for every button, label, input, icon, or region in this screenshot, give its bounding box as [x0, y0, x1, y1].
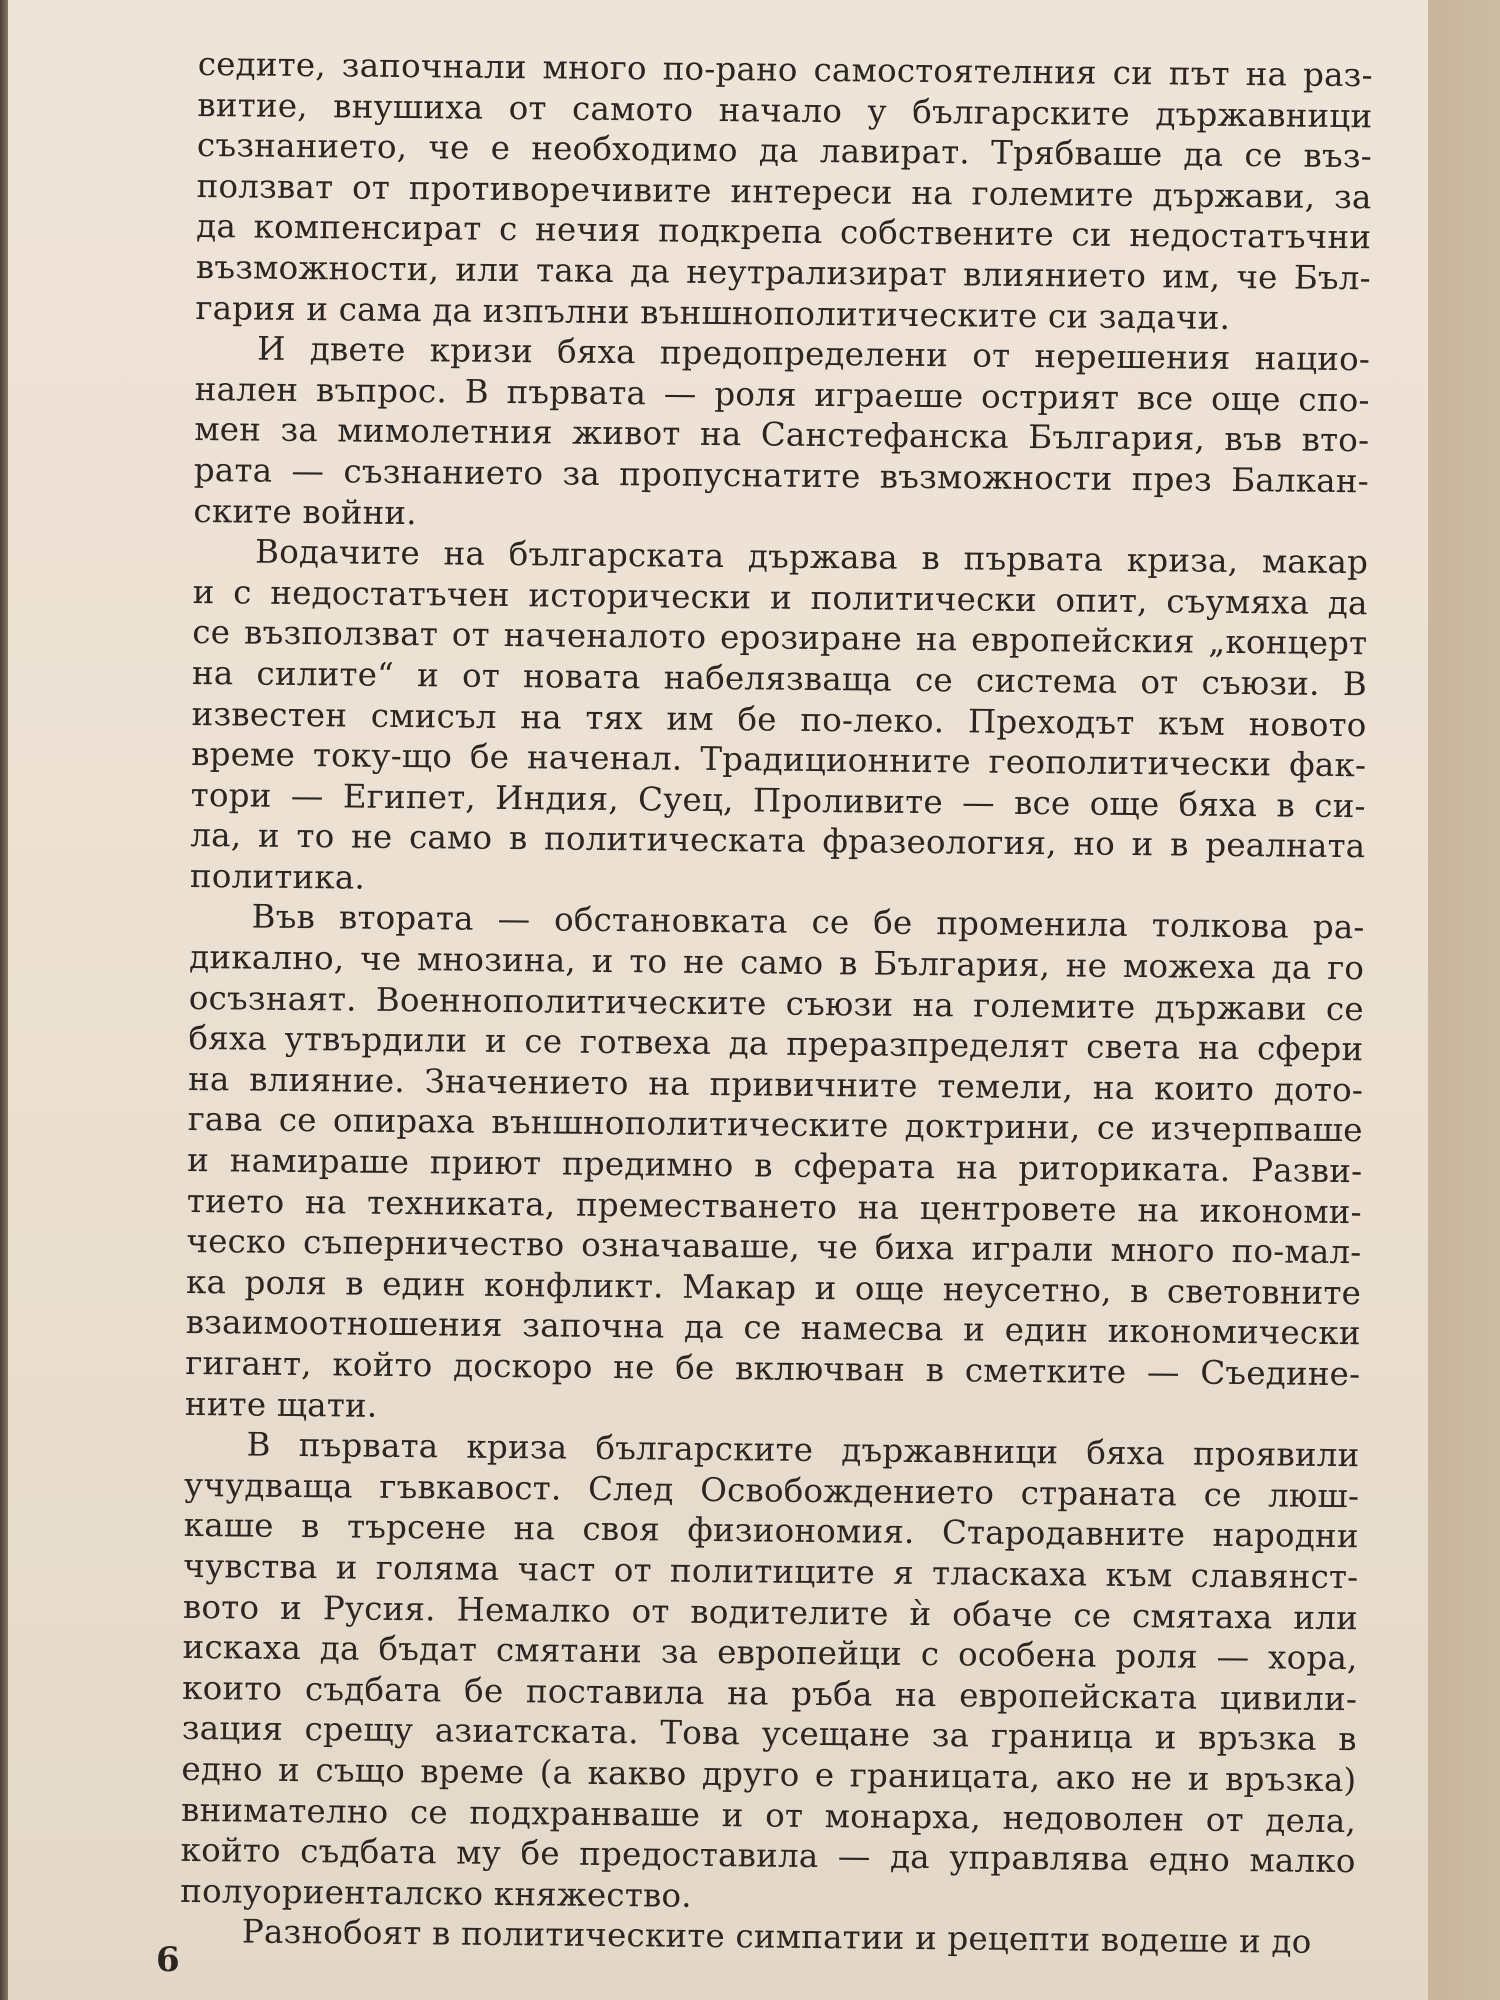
text-line: Разнобоят в политическите симпатии и рецепти водеше и до: [241, 1912, 1312, 1962]
text-line: Във втората — обстановката се бе променила толкова ра-: [251, 898, 1365, 947]
text-line: известен смисъл на тях им бе по-леко. Преходът към новото: [191, 694, 1367, 744]
text-line: на силите“ и от новата набелязваща се система от съюзи. В: [191, 653, 1368, 704]
text-line: тието на техниката, преместването на центровете на икономи-: [186, 1181, 1363, 1231]
text-line: каше в търсене на своя физиономия. Стародавните народни: [183, 1506, 1359, 1556]
text-line: вото и Русия. Немалко от водителите ѝ обаче се смятаха или: [182, 1587, 1359, 1637]
text-line: възможности, или така да неутрализират влиянието им, че Бъл-: [195, 247, 1371, 298]
text-line: учудваща гъвкавост. След Освобождението страната се люш-: [183, 1465, 1360, 1515]
text-line: съзнанието, че е необходимо да лавират. Трябваше да се въз-: [196, 126, 1373, 176]
text-line: на влияние. Значението на привичните темели, на които дото-: [187, 1059, 1364, 1110]
text-line: нален въпрос. В първата — роля играеше острият все още спо-: [194, 369, 1370, 420]
text-line: внимателно се подхранваше и от монарха, недоволен от дела,: [180, 1790, 1357, 1840]
adjacent-page: [1428, 0, 1500, 2000]
text-line: седите, започнали много по-рано самостоятелния си път на раз-: [197, 44, 1373, 95]
page-number: 6: [156, 1940, 180, 1980]
book-spine-edge: [0, 0, 8, 2000]
text-line: взаимоотношения започна да се намесва и един икономически: [185, 1303, 1361, 1353]
text-line: ла, и то не само в политическата фразеология, но и в реалната: [190, 816, 1366, 866]
paragraph: [180, 1424, 1360, 1922]
paragraph: [195, 44, 1373, 339]
text-line: ните щати.: [184, 1384, 378, 1425]
text-line: гава се опираха външнополитическите доктрини, се изчерпваше: [187, 1100, 1363, 1150]
text-line: искаха да бъдат смятани за европейци с особена роля — хора,: [182, 1628, 1358, 1678]
page-body-text: [180, 44, 1373, 1963]
text-line: политика.: [189, 856, 366, 897]
paragraph: [190, 531, 1368, 908]
text-line: се възползват от наченалото ерозиране на европейския „концерт: [192, 613, 1368, 663]
text-line: И двете кризи бяха предопределени от нерешения нацио-: [256, 329, 1371, 379]
text-line: зация срещу азиатската. Това усещане за граница и връзка в: [181, 1709, 1357, 1759]
text-line: полуориенталско княжество.: [180, 1871, 692, 1915]
text-line: дикално, че мнозина, и то не само в България, не можеха да го: [189, 938, 1365, 988]
text-line: едно и също време (а какво друго е границата, ако не и връзка): [181, 1749, 1357, 1800]
text-line: гария и сама да изпълни външнополитическите си задачи.: [195, 288, 1231, 337]
text-line: време току-що бе наченал. Традиционните геополитически фак-: [191, 735, 1367, 785]
text-line: ческо съперничество означаваше, че биха играли много по-мал-: [186, 1222, 1362, 1272]
paragraph: [185, 896, 1365, 1435]
text-line: В първата криза българските държавници бяха проявили: [246, 1425, 1360, 1475]
text-line: ка роля в един конфликт. Макар и още неусетно, в световните: [185, 1262, 1362, 1313]
text-line: който съдбата му бе предоставила — да управлява едно малко: [180, 1831, 1356, 1881]
text-line: гигант, който доскоро не бе включван в сметките — Съедине-: [185, 1343, 1361, 1394]
text-line: рата — съзнанието за пропуснатите възможности през Балкан-: [193, 450, 1370, 501]
text-line: Водачите на българската държава в първата криза, макар: [254, 532, 1369, 582]
text-line: бяха утвърдили и се готвеха да преразпределят света на сфери: [188, 1019, 1364, 1069]
text-line: и намираше приют предимно в сферата на риториката. Разви-: [187, 1140, 1363, 1191]
text-line: мен за мимолетния живот на Санстефанска България, във вто-: [194, 410, 1370, 460]
text-line: ските войни.: [193, 491, 418, 532]
text-line: ползват от противоречивите интереси на големите държави, за: [196, 166, 1372, 217]
text-line: и с недостатъчен исторически и политически опит, съумяха да: [192, 572, 1368, 622]
text-line: тори — Египет, Индия, Суец, Проливите — все още бяха в си-: [190, 775, 1366, 825]
text-line: да компенсират с нечия подкрепа собствените си недостатъчни: [196, 207, 1372, 257]
text-line: витие, внушиха от самото начало у българските държавници: [197, 85, 1373, 135]
text-line: които съдбата бе поставила на ръба на европейската цивили-: [182, 1668, 1358, 1718]
text-line: осъзнаят. Военнополитическите съюзи на големите държави се: [188, 978, 1364, 1028]
paragraph: [193, 328, 1370, 542]
text-line: чувства и голяма част от политиците я тласкаха към славянст-: [183, 1546, 1359, 1597]
